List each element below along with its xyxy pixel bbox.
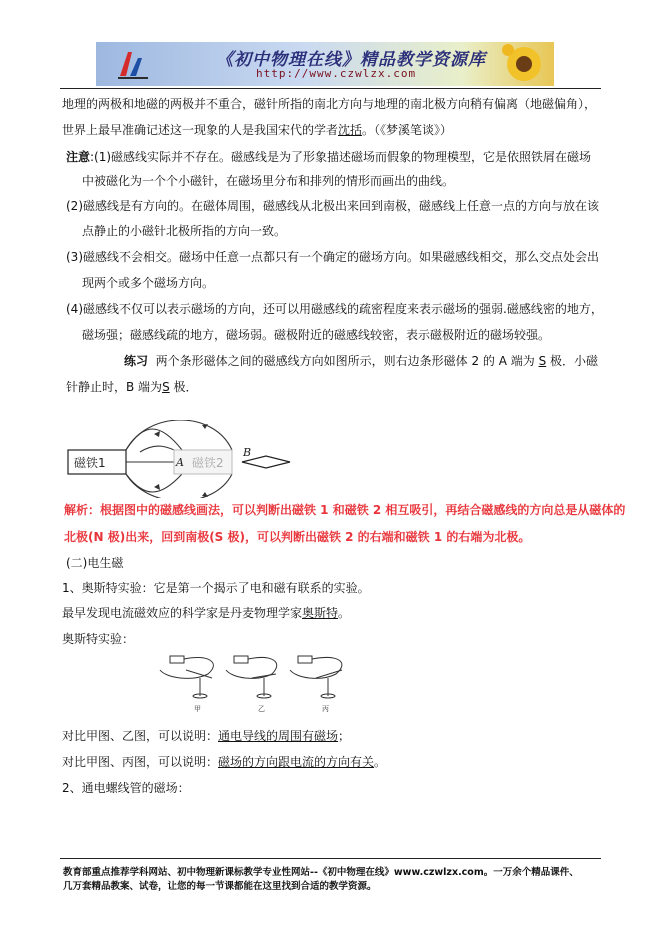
site-logo-icon [116, 48, 150, 80]
note1-line1 [66, 150, 591, 164]
compare1-line [62, 729, 350, 743]
footer-line1: 教育部重点推荐学科网站、初中物理新课标教学专业性网站--《初中物理在线》www.czwlzx.com。一万余个精品课件、 [63, 867, 579, 878]
magnet1-label: 磁铁1 [74, 456, 106, 470]
end-b-label: B [243, 446, 252, 459]
physicist-name: 奥斯特 [302, 606, 339, 620]
exercise-text: 两个条形磁体之间的磁感线方向如图所示，则右边条形磁体 2 的 A 端为 [155, 354, 539, 368]
exercise-line2-end: 极． [169, 380, 198, 394]
experiment-label: 奥斯特实验： [62, 632, 135, 646]
panel-label-jia: 甲 [194, 705, 201, 713]
panel-yi [226, 656, 277, 698]
note3-line2: 现两个或多个磁场方向。 [82, 276, 215, 290]
para1-line2 [62, 123, 452, 137]
header-rule [60, 88, 601, 89]
analysis-line1: 解析：根据图中的磁感线画法，可以判断出磁铁 1 和磁铁 2 相互吸引，再结合磁感线的方向总是从磁体的 [64, 503, 626, 517]
header-banner [96, 42, 554, 86]
compare1-answer: 通电导线的周围有磁场 [218, 729, 339, 743]
note3-line1: (3)磁感线不会相交。磁场中任意一点都只有一个确定的磁场方向。如果磁感线相交，那么交点处会出 [66, 250, 600, 264]
compare2-line [62, 755, 386, 769]
solenoid-item: 2、通电螺线管的磁场： [62, 781, 190, 795]
compare2-answer: 磁场的方向跟电流的方向有关 [218, 755, 375, 769]
para1-line2-end: 。（《梦溪笔谈》） [362, 123, 453, 137]
first-discoverer-end: 。 [338, 606, 351, 620]
answer-a-end: S [538, 354, 547, 368]
exercise-line2-text: 针静止时，B 端为 [66, 380, 163, 394]
note1-line2: 中被磁化为一个个小磁针，在磁场里分布和排列的情形而画出的曲线。 [82, 174, 455, 188]
analysis-line2: 北极(N 极)出来，回到南极(S 极)，可以判断出磁铁 2 的右端和磁铁 1 的右端为北极。 [64, 530, 531, 544]
exercise-line2 [66, 380, 198, 394]
para1-line2-text: 世界上最早准确记述这一现象的人是我国宋代的学者 [62, 123, 339, 137]
note2-line2: 点静止的小磁针北极所指的方向一致。 [82, 224, 287, 238]
oersted-item: 1、奥斯特实验：它是第一个揭示了电和磁有联系的实验。 [62, 581, 370, 595]
exercise-text-end: 极．小磁 [546, 354, 599, 368]
scholar-name: 沈括 [338, 123, 363, 137]
note4-line2: 磁场强；磁感线疏的地方，磁场弱。磁极附近的磁感线较密，表示磁极附近的磁场较强。 [82, 328, 551, 342]
panel-label-yi: 乙 [258, 705, 265, 713]
sunflower-icon [502, 44, 546, 84]
note1-text: :(1)磁感线实际并不存在。磁感线是为了形象描述磁场而假象的物理模型，它是依照铁屑在磁场 [90, 150, 592, 164]
compare2-end: 。 [374, 755, 387, 769]
exercise-label: 练习 [124, 354, 149, 368]
note4-line1: (4)磁感线不仅可以表示磁场的方向，还可以用磁感线的疏密程度来表示磁场的强弱.磁感线密的地方， [66, 302, 603, 316]
exercise-line1 [124, 354, 598, 368]
panel-label-bing: 丙 [322, 705, 329, 713]
answer-b-end: S [162, 380, 170, 394]
oersted-figure [152, 648, 364, 714]
panel-jia [160, 656, 213, 698]
footer-rule [60, 858, 601, 859]
magnets-figure [64, 420, 304, 498]
footer-line2: 几万套精品教案、试卷，让您的每一节课都能在这里找到合适的教学资源。 [63, 881, 377, 892]
compare1-end: ； [338, 729, 351, 743]
first-discoverer-text: 最早发现电流磁效应的科学家是丹麦物理学家 [62, 606, 303, 620]
first-discoverer-line [62, 606, 350, 620]
compare1-text: 对比甲图、乙图，可以说明： [62, 729, 219, 743]
header-url[interactable]: http://www.czwlzx.com [256, 67, 417, 80]
header-title: 《初中物理在线》精品教学资源库 [216, 50, 486, 70]
compare2-text: 对比甲图、丙图，可以说明： [62, 755, 219, 769]
section2-heading: (二)电生磁 [66, 556, 124, 570]
para1-line1: 地理的两极和地磁的两极并不重合，磁针所指的南北方向与地理的南北极方向稍有偏离（地磁偏角）， [62, 97, 597, 111]
note2-line1: (2)磁感线是有方向的。在磁体周围，磁感线从北极出来回到南极，磁感线上任意一点的方向与放在该 [66, 199, 600, 213]
magnet2-label: 磁铁2 [192, 456, 224, 470]
note-label: 注意 [66, 150, 91, 164]
end-a-label: A [176, 456, 184, 469]
panel-bing [290, 656, 342, 698]
